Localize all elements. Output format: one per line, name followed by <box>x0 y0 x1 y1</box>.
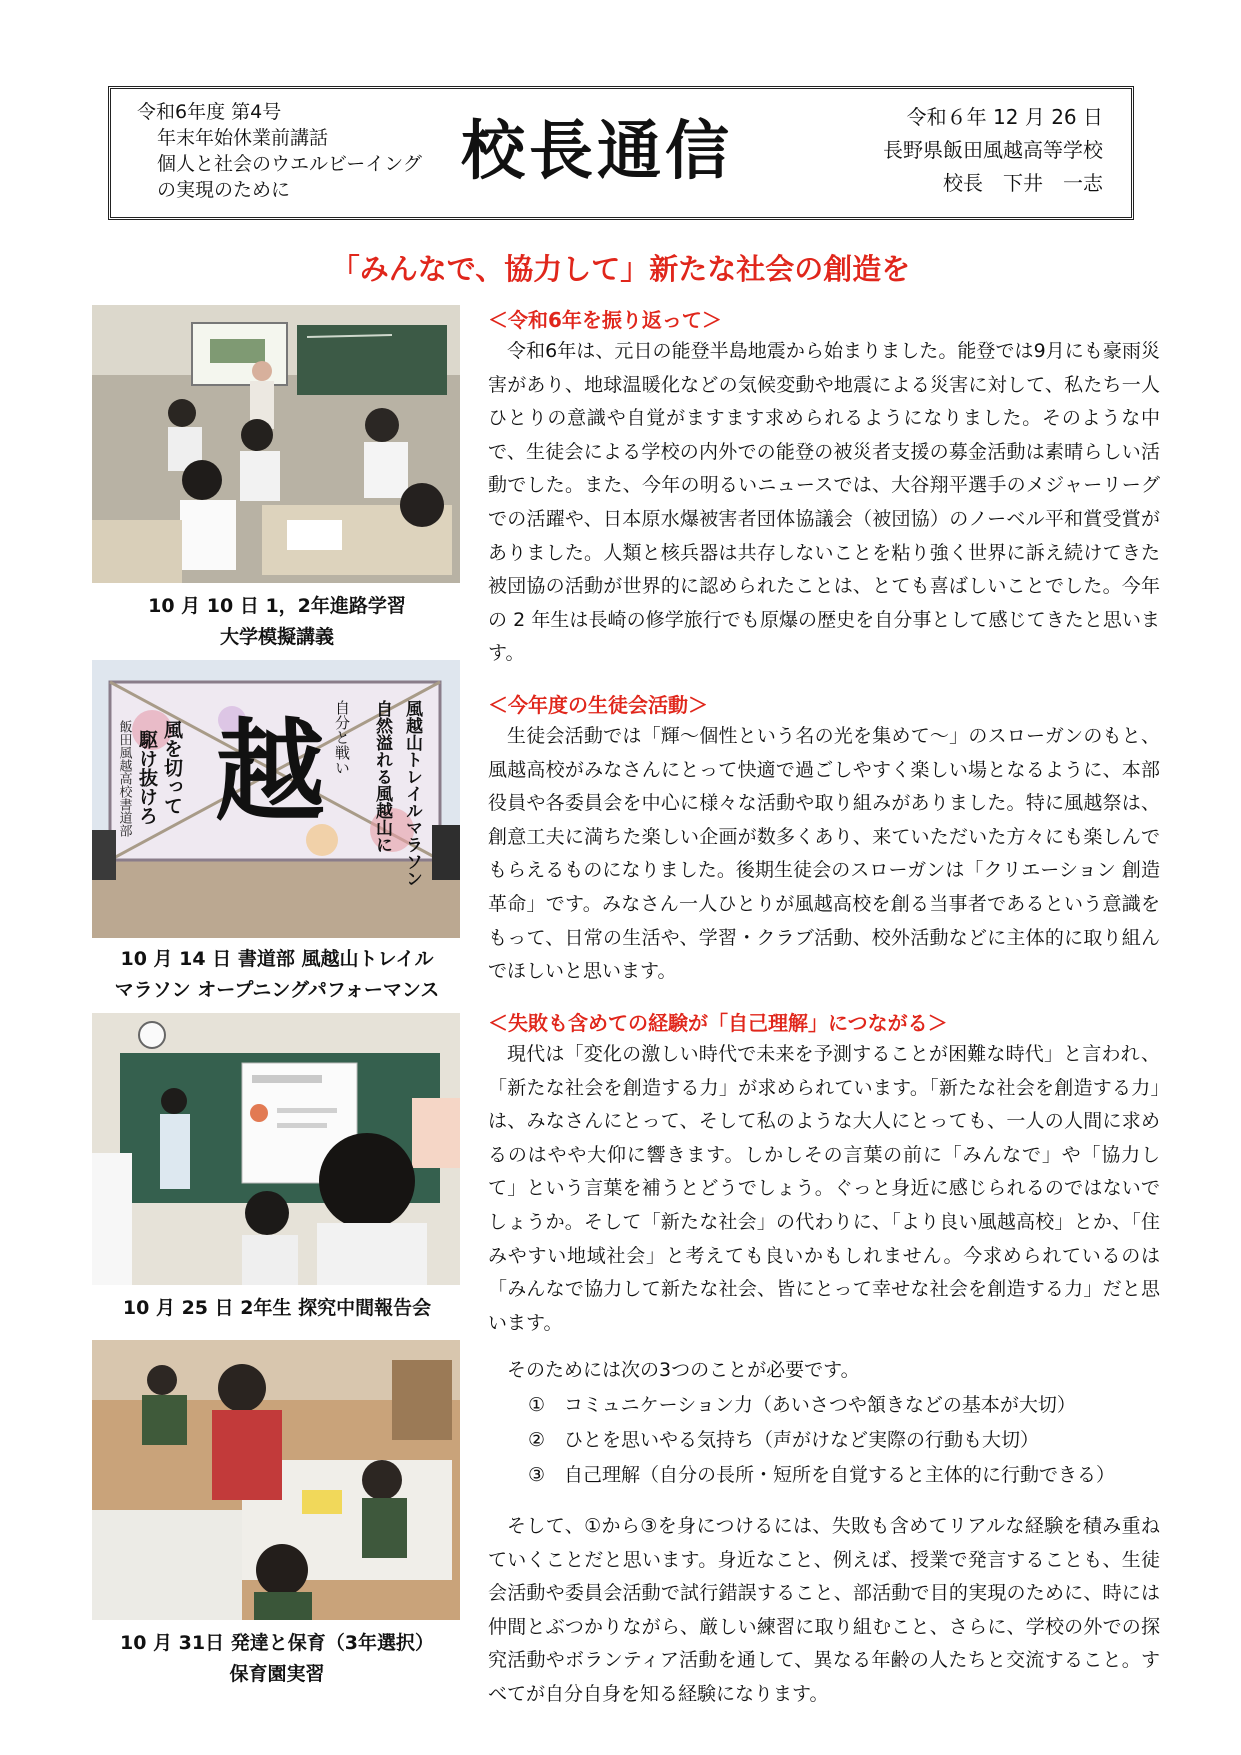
needs-list <box>488 1388 1160 1493</box>
section-reflection <box>488 305 1160 671</box>
banner-text-1: 風越山トレイルマラソン <box>402 700 422 887</box>
closing-body: そして、①から③を身につけるには、失敗も含めてリアルな経験を積み重ねていくことだと思います。身近なこと、例えば、授業で発言することも、生徒会活動や委員会活動で試行錯誤すること、部活動で目的実現のために、時には仲間とぶつかりながら、厳しい練習に取り組むこと、さらに、学校の外での探究活動やボランティア活動を通して、異なる年齢の人たちと交流すること。すべてが自分自身を知る経験になります。 <box>488 1515 1160 1705</box>
issue-subtitle-2: 個人と社会のウエルビーイング <box>157 153 422 175</box>
caption-3-line-1: 10 月 25 日 2年生 探究中間報告会 <box>122 1297 432 1319</box>
section-2-heading: ＜今年度の生徒会活動＞ <box>488 693 708 717</box>
section-1-body: 令和6年は、元日の能登半島地震から始まりました。能登では9月にも豪雨災害があり、地球温暖化などの気候変動や地震による災害に対して、私たち一人ひとりの意識や自覚がますます求められるようになりました。そのような中で、生徒会による学校の内外での能登の被災者支援の募金活動は素晴らしい活動でした。また、今年の明るいニュースでは、大谷翔平選手のメジャーリーグでの活躍や、日本原水爆被害者団体協議会（被団協）のノーベル平和賞受賞がありました。人類と核兵器は共存しないことを粘り強く世界に訴え続けてきた被団協の活動が世界的に認められたことは、とても喜ばしいことでした。今年の 2 年生は長崎の修学旅行でも原爆の歴史を自分事として感じてきたと思います。 <box>488 340 1160 665</box>
issue-subtitle-1: 年末年始休業前講話 <box>157 127 329 149</box>
photo-caption-1 <box>82 591 472 653</box>
newsletter-title: 校長通信 <box>461 114 733 189</box>
photo-inquiry-presentation <box>92 1013 460 1285</box>
photo-classroom-lecture <box>92 305 460 583</box>
section-3-body: 現代は「変化の激しい時代で未来を予測することが困難な時代」と言われ、「新たな社会を創造する力」が求められています。「新たな社会を創造する力」は、みなさんにとって、そして私のような大人にとっても、一人の人間に求めるのはやや大仰に響きます。しかしその言葉の前に「みんなで」や「協力して」という言葉を補うとどうでしょう。ぐっと身近に感じられるのではないでしょうか。そして「新たな社会」の代わりに、「より良い風越高校」とか、「住みやすい地域社会」と考えても良いかもしれません。今求められているのは「みんなで協力して新たな社会、皆にとって幸せな社会を創造する力」だと思います。 <box>488 1043 1160 1334</box>
photo-caption-4 <box>82 1628 472 1690</box>
caption-4-line-1: 10 月 31日 発達と保育（3年選択） <box>120 1632 434 1654</box>
issue-number: 令和6年度 第4号 <box>137 101 282 123</box>
needs-item-3: ③ 自己理解（自分の長所・短所を自覚すると主体的に行動できる） <box>528 1463 1116 1486</box>
banner-text-5: 駆け抜けろ <box>136 730 158 825</box>
issue-date: 令和６年 12 月 26 日 <box>906 105 1103 129</box>
photo-caption-3 <box>82 1293 472 1324</box>
needs-item-2: ② ひとを思いやる気持ち（声がけなど実際の行動も大切） <box>528 1428 1040 1451</box>
school-name: 長野県飯田風越高等学校 <box>883 138 1103 162</box>
banner-text-6: 飯田風越高校書道部 <box>116 720 132 837</box>
banner-text-4: 風を切って <box>161 720 183 815</box>
photo-calligraphy-performance <box>92 660 460 938</box>
photo-caption-2 <box>82 944 472 1006</box>
banner-text-2: 自然溢れる風越山に <box>372 700 392 853</box>
photo-nursery-practicum <box>92 1340 460 1620</box>
caption-2-line-1: 10 月 14 日 書道部 風越山トレイル <box>120 948 434 970</box>
needs-item-1: ① コミュニケーション力（あいさつや頷きなどの基本が大切） <box>528 1393 1076 1416</box>
issue-info <box>137 99 422 203</box>
section-self-understanding <box>488 1008 1160 1340</box>
section-2-body: 生徒会活動では「輝～個性という名の光を集めて～」のスローガンのもと、風越高校がみなさんにとって快適で過ごしやすく楽しい場となるように、本部役員や各委員会を中心に様々な活動や取り組みがありました。特に風越祭は、創意工夫に満ちた楽しい企画が数多くあり、来ていただいた方々にも楽しんでもらえるものになりました。後期生徒会のスローガンは「クリエーション 創造革命」です。みなさん一人ひとりが風越高校を創る当事者であるという意識をもって、日常の生活や、学習・クラブ活動、校外活動などに主体的に取り組んでほしいと思います。 <box>488 725 1160 983</box>
section-1-heading: ＜令和6年を振り返って＞ <box>488 308 722 332</box>
caption-4-line-2: 保育園実習 <box>229 1663 325 1685</box>
publisher-info <box>883 101 1103 200</box>
banner-big-character: 越 <box>215 707 325 836</box>
caption-1-line-2: 大学模擬講義 <box>219 626 334 648</box>
section-student-council <box>488 690 1160 989</box>
needs-intro: そのためには次の3つのことが必要です。 <box>507 1359 860 1381</box>
newsletter-header <box>108 86 1134 220</box>
headline: 「みんなで、協力して」新たな社会の創造を <box>330 252 911 286</box>
principal-name: 校長 下井 一志 <box>943 171 1103 195</box>
needs-block <box>488 1354 1160 1493</box>
closing-block <box>488 1510 1160 1712</box>
banner-text-3: 自分と戦い <box>333 700 351 775</box>
issue-subtitle-3: の実現のために <box>157 179 291 201</box>
section-3-heading: ＜失敗も含めての経験が「自己理解」につながる＞ <box>488 1011 948 1035</box>
caption-2-line-2: マラソン オープニングパフォーマンス <box>114 979 440 1001</box>
caption-1-line-1: 10 月 10 日 1，2年進路学習 <box>148 595 406 617</box>
